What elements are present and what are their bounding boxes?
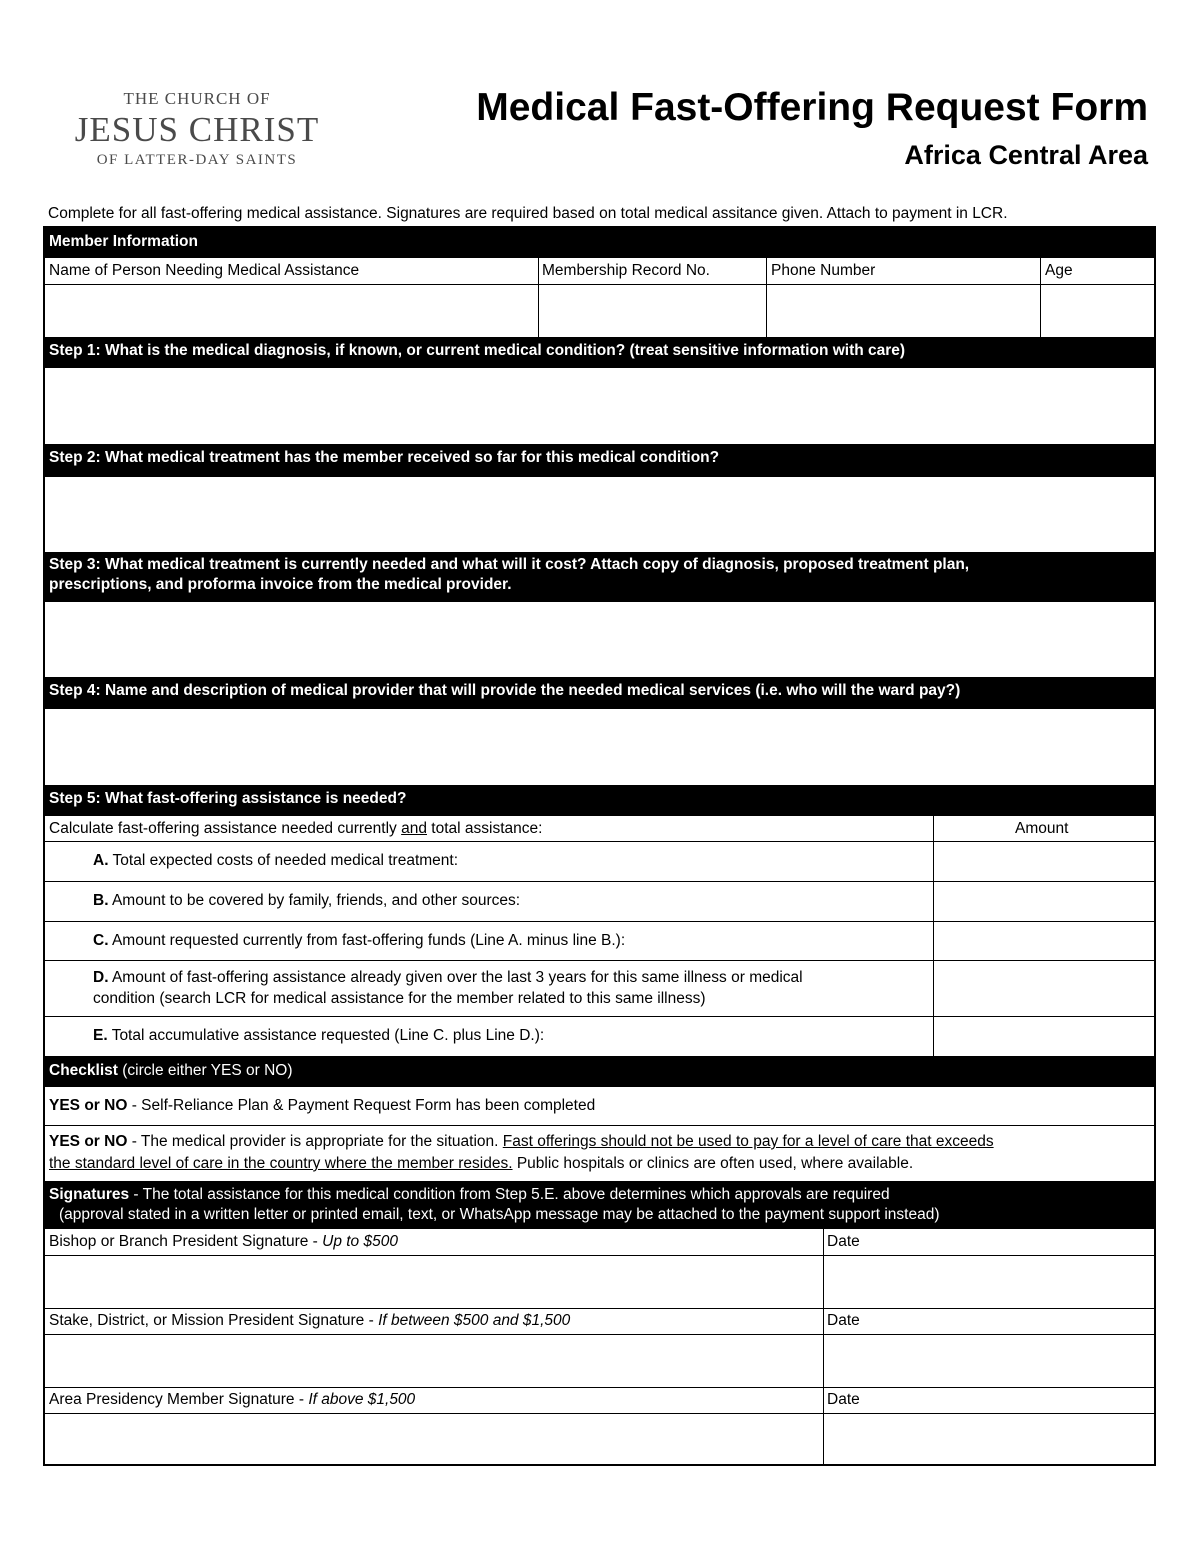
step5-line-c: C. Amount requested currently from fast-offering funds (Line A. minus line B.): — [93, 932, 626, 949]
amount-e-field[interactable] — [934, 1017, 1154, 1056]
sig-bishop-label: Bishop or Branch President Signature - Up to $500 — [49, 1233, 398, 1250]
step5-calc-label: Calculate fast-offering assistance needed currently and total assistance: — [49, 820, 543, 837]
sig-bishop-field[interactable] — [45, 1256, 823, 1308]
form-title: Medical Fast-Offering Request Form — [476, 86, 1148, 129]
step3-field[interactable] — [45, 602, 1154, 677]
col-phone-label: Phone Number — [771, 262, 876, 279]
logo-line-2: JESUS CHRIST — [74, 110, 320, 149]
sig-stake-date-label: Date — [827, 1312, 860, 1329]
church-logo — [62, 88, 332, 170]
step5-line-e: E. Total accumulative assistance requested (Line C. plus Line D.): — [93, 1027, 545, 1044]
step5-line-d: D. Amount of fast-offering assistance already given over the last 3 years for this same illness or medical condition (search LCR for medical assistance for the member related to this same illness) — [93, 969, 803, 1007]
sig-bishop-date-field[interactable] — [824, 1256, 1154, 1308]
request-form — [43, 226, 1156, 1466]
amount-b-field[interactable] — [934, 882, 1154, 921]
checklist-item-2[interactable]: YES or NO - The medical provider is appropriate for the situation. Fast offerings should not be used to pay for a level of care that exceeds the standard level of care in the country where the member resides. Public hospitals or clinics are often used, where available. — [49, 1133, 994, 1172]
intro-text: Complete for all fast-offering medical assistance. Signatures are required based on total medical assitance given. Attach to payment in LCR. — [48, 205, 1008, 222]
step5-heading: Step 5: What fast-offering assistance is needed? — [45, 785, 1154, 816]
sig-area-date-field[interactable] — [824, 1414, 1154, 1464]
step4-heading: Step 4: Name and description of medical provider that will provide the needed medical services (i.e. who will the ward pay?) — [45, 677, 1154, 709]
amount-c-field[interactable] — [934, 922, 1154, 960]
sig-area-date-label: Date — [827, 1391, 860, 1408]
sig-bishop-date-label: Date — [827, 1233, 860, 1250]
sig-area-label: Area Presidency Member Signature - If above $1,500 — [49, 1391, 416, 1408]
step5-line-b: B. Amount to be covered by family, friends, and other sources: — [93, 892, 521, 909]
step2-heading: Step 2: What medical treatment has the member received so far for this medical condition? — [45, 444, 1154, 477]
step3-line-1: Step 3: What medical treatment is currently needed and what will it cost? Attach copy of diagnosis, proposed treatment plan, — [49, 556, 970, 573]
step3-line-2: prescriptions, and proforma invoice from the medical provider. — [49, 576, 512, 593]
step3-heading — [45, 552, 1154, 602]
form-subtitle: Africa Central Area — [904, 140, 1148, 170]
member-info-heading: Member Information — [45, 228, 1154, 258]
signatures-heading: Signatures - The total assistance for this medical condition from Step 5.E. above determines which approvals are required (approval stated in a written letter or printed email, text, or WhatsApp message may be attached to the payment support instead) — [45, 1181, 1154, 1229]
age-field[interactable] — [1041, 285, 1154, 337]
amount-a-field[interactable] — [934, 842, 1154, 881]
sig-stake-label: Stake, District, or Mission President Signature - If between $500 and $1,500 — [49, 1312, 571, 1329]
step1-heading: Step 1: What is the medical diagnosis, if known, or current medical condition? (treat sensitive information with care) — [45, 337, 1154, 368]
sig-stake-date-field[interactable] — [824, 1335, 1154, 1387]
step4-field[interactable] — [45, 709, 1154, 785]
col-name-label: Name of Person Needing Medical Assistance — [49, 262, 360, 279]
logo-line-1: THE CHURCH OF — [123, 89, 271, 108]
sig-stake-field[interactable] — [45, 1335, 823, 1387]
amount-header: Amount — [1015, 820, 1069, 837]
step5-line-a: A. Total expected costs of needed medical treatment: — [93, 852, 459, 869]
checklist-heading: Checklist (circle either YES or NO) — [45, 1056, 1154, 1087]
amount-d-field[interactable] — [934, 961, 1154, 1016]
name-field[interactable] — [45, 285, 538, 337]
step1-field[interactable] — [45, 368, 1154, 444]
col-record-label: Membership Record No. — [542, 262, 710, 279]
checklist-item-1[interactable]: YES or NO - Self-Reliance Plan & Payment Request Form has been completed — [49, 1097, 596, 1114]
col-age-label: Age — [1045, 262, 1073, 279]
step2-field[interactable] — [45, 477, 1154, 552]
sig-area-field[interactable] — [45, 1414, 823, 1464]
phone-field[interactable] — [767, 285, 1040, 337]
logo-line-3: OF LATTER-DAY SAINTS — [96, 152, 298, 168]
record-number-field[interactable] — [539, 285, 766, 337]
